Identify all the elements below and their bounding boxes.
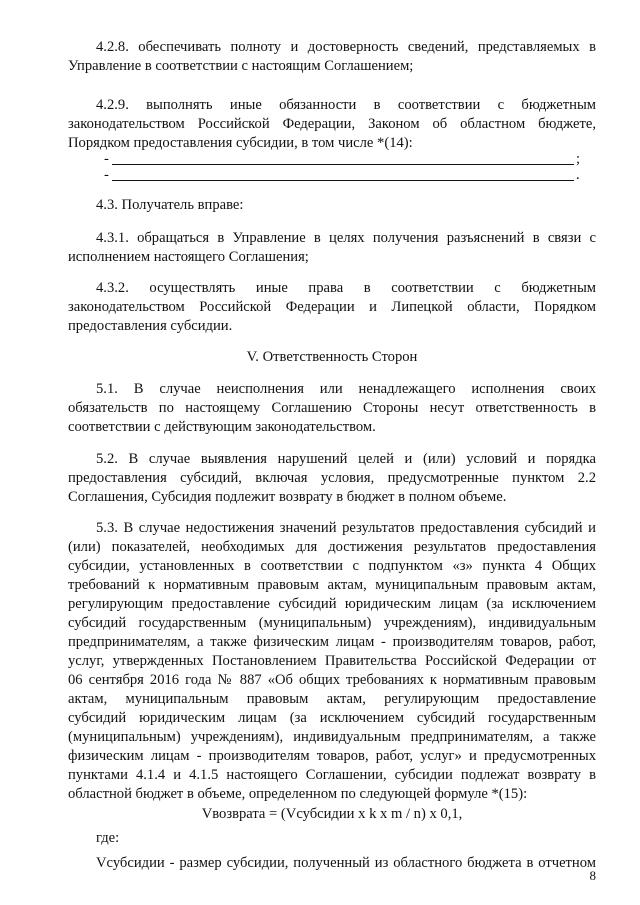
text-line: предоставления субсидии. [68,318,233,334]
text-line: исполнением настоящего Соглашения; [68,249,309,265]
text-line: 4.2.8. обеспечивать полноту и достоверность сведений, представляемых в [96,39,596,55]
text-line: областной бюджет в объеме, определенном по следующей формуле *(15): [68,786,528,802]
text-line: 4.2.9. выполнять иные обязанности в соответствии с бюджетным [96,97,596,113]
text-line: предоставления субсидий, включая условия, предусмотренные пунктом 2.2 [68,470,596,486]
underline-field [112,164,574,165]
text-line: Управление в соответствии с настоящим Соглашением; [68,58,414,74]
text-line: предпринимателям, а также физическим лицам - производителям товаров, работ, [68,634,596,650]
text-line: (муниципальным) учреждениям), индивидуальным предпринимателям, а также [68,729,596,745]
text-line: (или) показателей, необходимых для достижения результатов предоставления [68,539,596,555]
blank-fill-line [104,166,580,184]
text-line: услуг, утвержденных Постановлением Правительства Российской Федерации от [68,653,596,669]
blank-dash: - [104,151,109,167]
text-line: Соглашения, Субсидия подлежит возврату в бюджет в полном объеме. [68,489,507,505]
blank-end-mark: ; [576,151,581,167]
blank-dash: - [104,167,109,183]
text-line-last: Vсубсидии - размер субсидии, полученный из областного бюджета в отчетном [96,855,596,871]
underline-field [112,180,574,181]
where-label: где: [96,830,120,846]
text-line: требований к нормативным правовым актам, муниципальным правовым актам, [68,577,596,593]
text-line: обязательств по настоящему Соглашению Стороны несут ответственность в [68,400,596,416]
text-line: субсидии, установленных в соответствии с подпунктом «з» пункта 4 Общих [68,558,596,574]
text-line: Порядком предоставления субсидии, в том числе *(14): [68,135,413,151]
text-line: субсидий государственным (муниципальным) учреждениям), индивидуальным [68,615,596,631]
paragraph-4-3: 4.3. Получатель вправе: [96,197,244,213]
text-line: законодательством Российской Федерации, Законом об областном бюджете, [68,116,596,132]
text-line: законодательством Российской Федерации и Липецкой области, Порядком [68,299,596,315]
text-line: 5.1. В случае неисполнения или ненадлежащего исполнения своих [96,381,596,397]
text-line: пунктами 4.1.4 и 4.1.5 настоящего Соглашении, субсидии подлежат возврату в [68,767,596,783]
text-line: 06 сентября 2016 года № 887 «Об общих требованиях к нормативным правовым [68,672,596,688]
text-line: 5.2. В случае выявления нарушений целей и (или) условий и порядка [96,451,596,467]
text-line: физическим лицам - производителям товаров, работ, услуг» и предусмотренных [68,748,596,764]
text-line: 4.3.2. осуществлять иные права в соответствии с бюджетным [96,280,596,296]
page-number: 8 [589,868,596,883]
text-line: актам, муниципальным правовым актам, регулирующим предоставление [68,691,596,707]
text-line: соответствии с действующим законодательством. [68,419,376,435]
text-line: 5.3. В случае недостижения значений результатов предоставления субсидий и [96,520,596,536]
text-line: субсидий юридическим лицам (за исключением субсидий государственным [68,710,596,726]
document-page [68,0,596,905]
formula: Vвозврата = (Vсубсидии x k x m / n) x 0,1, [201,806,463,822]
text-line: регулирующим предоставление субсидий юридическим лицам (за исключением [68,596,596,612]
blank-end-mark: . [576,167,580,183]
section-title: V. Ответственность Сторон [246,349,418,365]
text-line: 4.3.1. обращаться в Управление в целях получения разъяснений в связи с [96,230,596,246]
